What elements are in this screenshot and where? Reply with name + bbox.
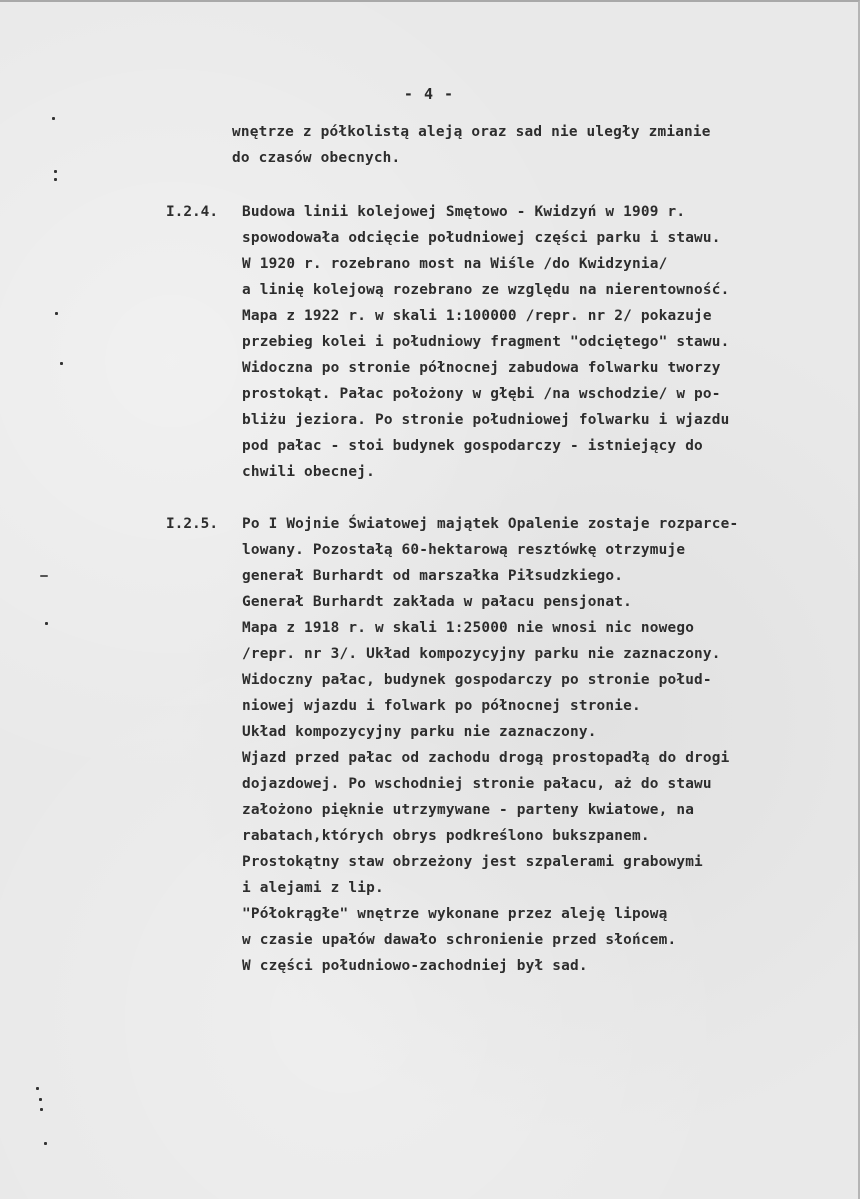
scan-mark — [55, 312, 58, 315]
scan-mark — [39, 1098, 42, 1101]
section-line: W 1920 r. rozebrano most na Wiśle /do Kwidzynia/ — [242, 256, 668, 272]
section-line: W części południowo-zachodniej był sad. — [242, 958, 588, 974]
section-line: bliżu jeziora. Po stronie południowej folwarku i wjazdu — [242, 412, 730, 428]
section-line: chwili obecnej. — [242, 464, 375, 480]
scan-mark — [40, 575, 48, 577]
section-line: "Półokrągłe" wnętrze wykonane przez aleję lipową — [242, 906, 668, 922]
intro-line: do czasów obecnych. — [232, 150, 401, 166]
section-number: I.2.5. — [166, 516, 218, 532]
scan-mark — [36, 1087, 39, 1090]
page-number: - 4 - — [403, 85, 455, 103]
section-line: Mapa z 1918 r. w skali 1:25000 nie wnosi nic nowego — [242, 620, 695, 636]
section-line: niowej wjazdu i folwark po północnej stronie. — [242, 698, 641, 714]
intro-line: wnętrze z półkolistą aleją oraz sad nie uległy zmianie — [232, 124, 711, 140]
section-line: dojazdowej. Po wschodniej stronie pałacu, aż do stawu — [242, 776, 712, 792]
section-line: lowany. Pozostałą 60-hektarową resztówkę otrzymuje — [242, 542, 686, 558]
scan-mark — [60, 362, 63, 365]
section-line: przebieg kolei i południowy fragment "odciętego" stawu. — [242, 334, 730, 350]
scan-mark — [45, 622, 48, 625]
section-line: generał Burhardt od marszałka Piłsudzkiego. — [242, 568, 624, 584]
section-line: Po I Wojnie Światowej majątek Opalenie zostaje rozparce- — [242, 516, 739, 532]
section-line: Widoczna po stronie północnej zabudowa folwarku tworzy — [242, 360, 721, 376]
section-line: Mapa z 1922 r. w skali 1:100000 /repr. nr 2/ pokazuje — [242, 308, 712, 324]
section-line: w czasie upałów dawało schronienie przed słońcem. — [242, 932, 677, 948]
section-line: rabatach,których obrys podkreślono bukszpanem. — [242, 828, 650, 844]
section-number: I.2.4. — [166, 204, 218, 220]
section-line: prostokąt. Pałac położony w głębi /na wschodzie/ w po- — [242, 386, 721, 402]
scan-mark — [52, 117, 55, 120]
section-line: pod pałac - stoi budynek gospodarczy - istniejący do — [242, 438, 703, 454]
scan-mark — [44, 1142, 47, 1145]
section-line: spowodowała odcięcie południowej części parku i stawu. — [242, 230, 721, 246]
section-line: Budowa linii kolejowej Smętowo - Kwidzyń w 1909 r. — [242, 204, 686, 220]
section-line: /repr. nr 3/. Układ kompozycyjny parku nie zaznaczony. — [242, 646, 721, 662]
scan-mark — [54, 170, 57, 173]
section-line: i alejami z lip. — [242, 880, 384, 896]
section-line: Generał Burhardt zakłada w pałacu pensjonat. — [242, 594, 633, 610]
scan-mark — [54, 178, 57, 181]
section-line: Prostokątny staw obrzeżony jest szpalerami grabowymi — [242, 854, 703, 870]
section-line: Wjazd przed pałac od zachodu drogą prostopadłą do drogi — [242, 750, 730, 766]
section-line: Układ kompozycyjny parku nie zaznaczony. — [242, 724, 597, 740]
section-line: a linię kolejową rozebrano ze względu na nierentowność. — [242, 282, 730, 298]
section-line: założono pięknie utrzymywane - parteny kwiatowe, na — [242, 802, 695, 818]
scan-mark — [40, 1108, 43, 1111]
section-line: Widoczny pałac, budynek gospodarczy po stronie połud- — [242, 672, 712, 688]
